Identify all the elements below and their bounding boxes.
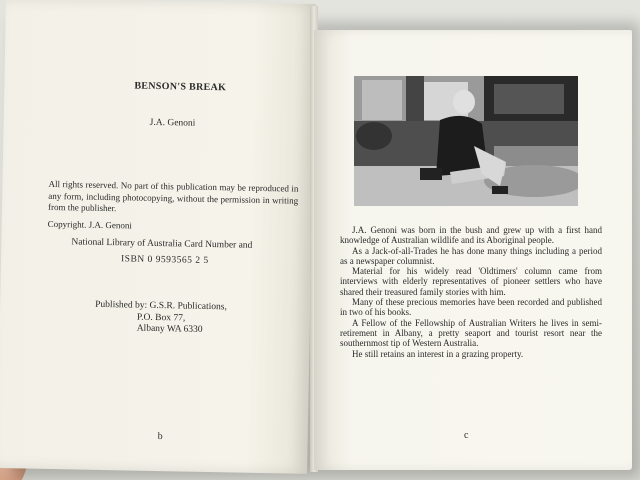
- bio-paragraph: Many of these precious memories have been recorded and published in two of his books.: [340, 297, 602, 318]
- nla-line: National Library of Australia Card Number and: [71, 237, 253, 251]
- isbn-line: ISBN 0 9593565 2 5: [120, 254, 209, 266]
- left-page: [0, 0, 316, 474]
- bio-paragraph: Material for his widely read 'Oldtimers' column came from interviews with elderly representatives of pioneer settlers who have shared their treasured family stories with him.: [340, 266, 602, 297]
- book-title: BENSON'S BREAK: [134, 80, 227, 94]
- author-photo-image: [354, 76, 578, 206]
- bio-paragraph: As a Jack-of-all-Trades he has done many things including a period as a newspaper columnist.: [340, 245, 602, 266]
- copyright-line: Copyright. J.A. Genoni: [47, 218, 133, 231]
- rights-notice: All rights reserved. No part of this publication may be reproduced in any form, including photocopying, without the permission in writing from the publisher.: [47, 178, 299, 214]
- page-number-left: b: [157, 431, 163, 443]
- right-page: [314, 30, 632, 470]
- bio-paragraph: A Fellow of the Fellowship of Australian Writers he lives in semi-retirement in Albany, a pretty seaport and tourist resort near the southernmost tip of Western Australia.: [340, 317, 602, 349]
- bio-paragraph: J.A. Genoni was born in the bush and grew up with a first hand knowledge of Australian wildlife and its Aboriginal people.: [340, 225, 602, 246]
- author-photo: [354, 76, 578, 206]
- author-name: J.A. Genoni: [149, 117, 196, 129]
- bio-paragraph: He still retains an interest in a grazing property.: [352, 348, 524, 359]
- author-bio: [340, 225, 602, 359]
- page-number-right: c: [464, 430, 469, 441]
- published-by: Published by: G.S.R. Publications,: [95, 299, 227, 313]
- address-line-1: P.O. Box 77,: [136, 312, 186, 324]
- publisher-block: [95, 300, 227, 337]
- address-line-2: Albany WA 6330: [136, 323, 203, 335]
